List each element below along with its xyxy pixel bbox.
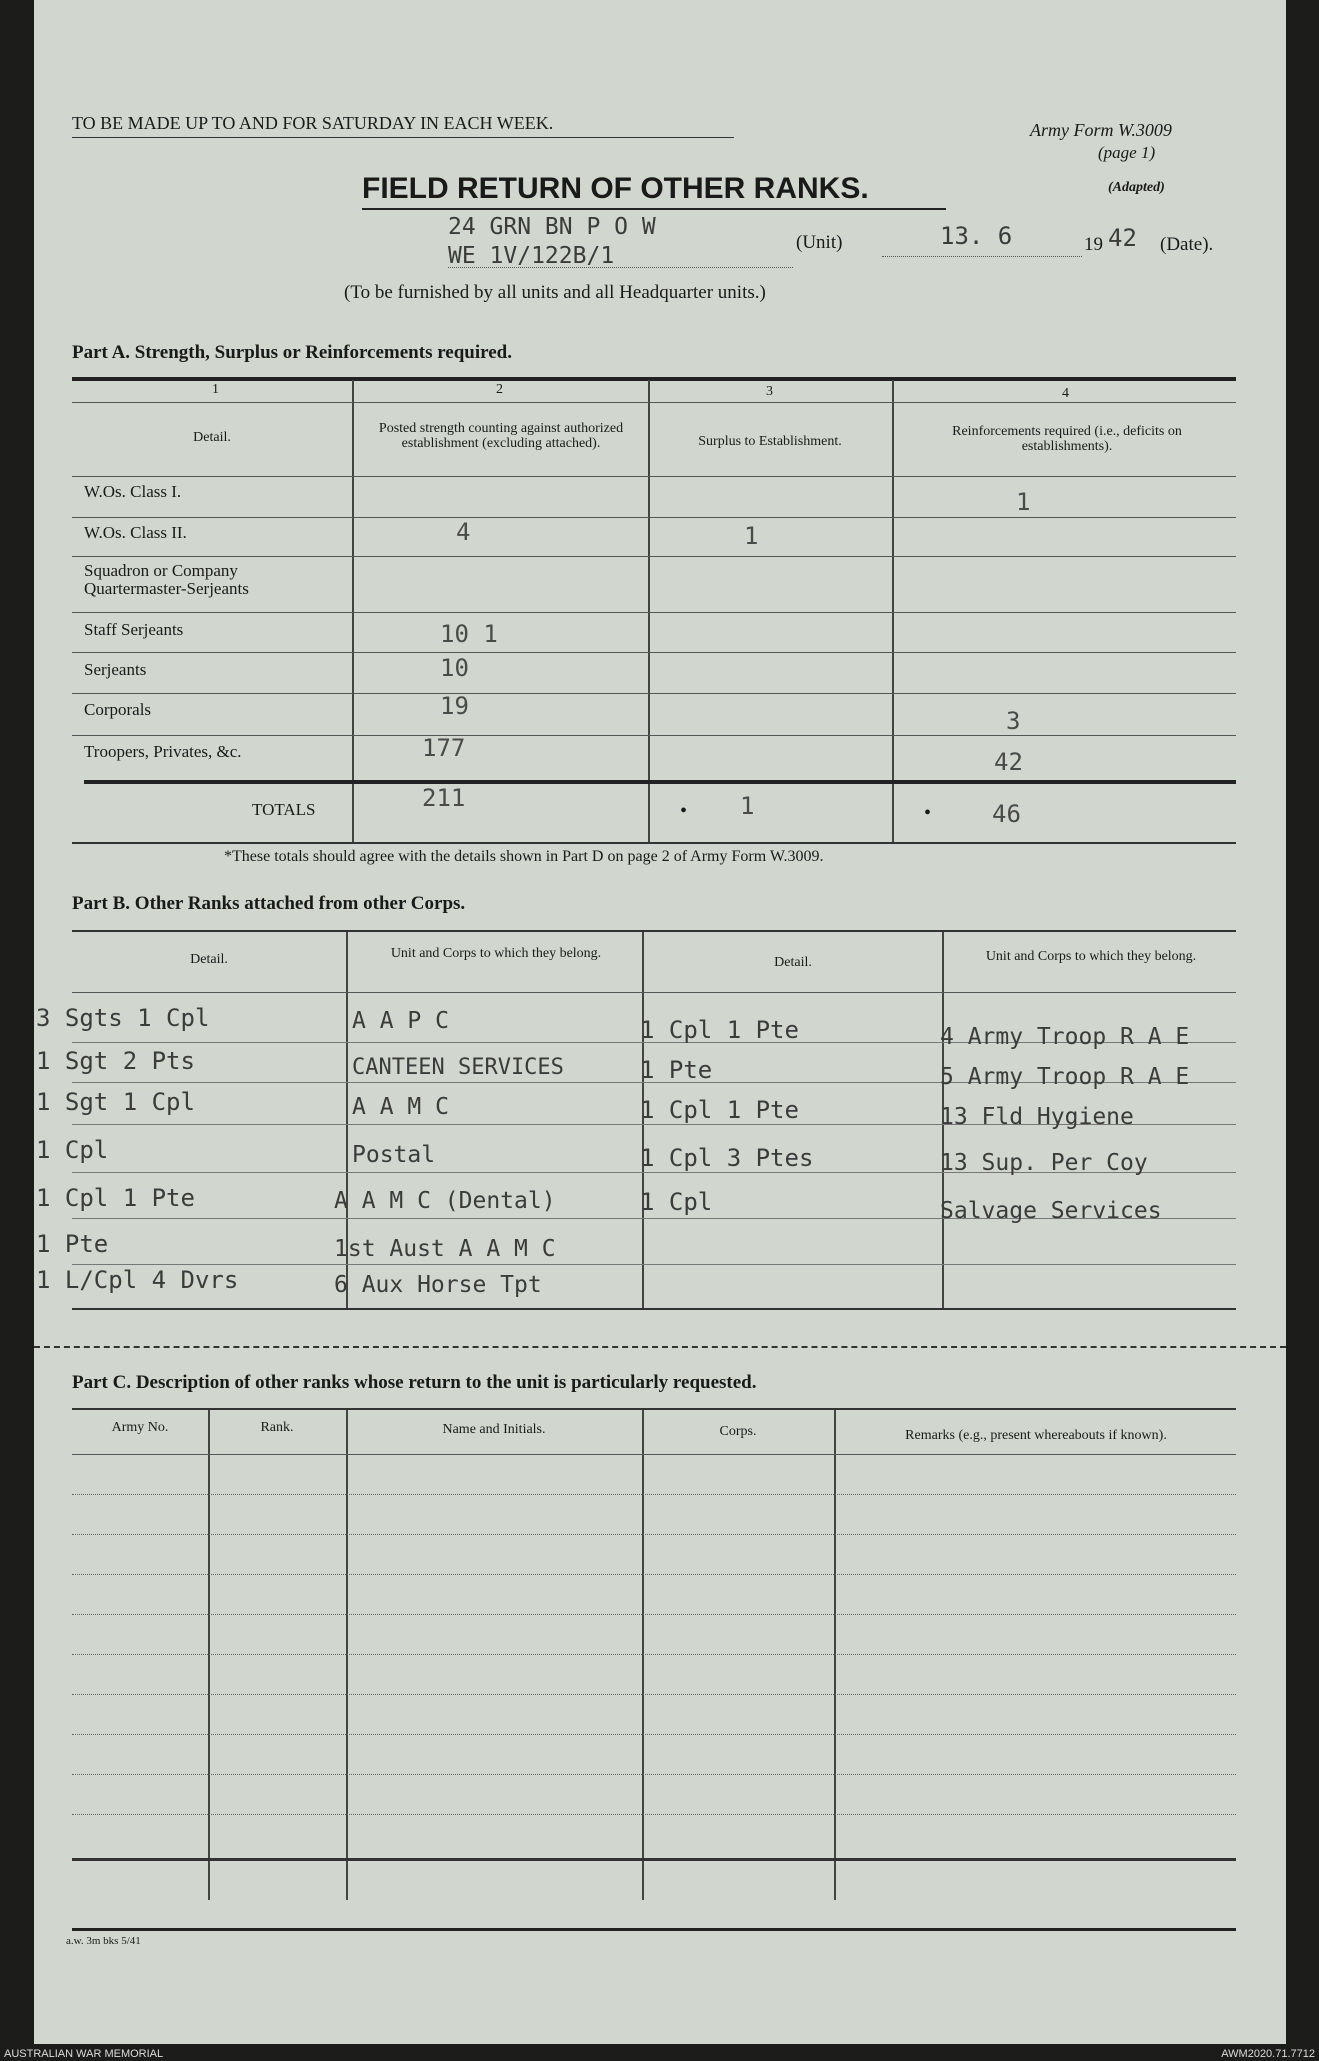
footer-right: AWM2020.71.7712 [1221,2048,1315,2060]
row-surplus: 1 [744,522,759,550]
row-posted: 10 1 [440,620,498,648]
row-reinf: 3 [1006,707,1021,735]
part-c-row-rule [72,1774,1236,1775]
col-header-surplus: Surplus to Establishment. [698,434,842,449]
attached-unit: CANTEEN SERVICES [352,1055,564,1080]
attached-detail: 1 Sgt 1 Cpl [36,1088,195,1116]
part-c-header-rank: Rank. [260,1420,294,1435]
part-b-top-rule [72,930,1236,932]
year-suffix: 42 [1108,224,1137,252]
part-c-row-rule [72,1574,1236,1575]
attached-detail: 1 Cpl 1 Pte [640,1096,799,1124]
part-c-header-army-no: Army No. [111,1420,169,1435]
part-c-header-remarks: Remarks (e.g., present whereabouts if known). [905,1428,1167,1443]
row-rule [72,612,1236,613]
totals-surplus: 1 [740,792,755,820]
part-c-vline-4 [834,1410,836,1900]
row-detail: Troopers, Privates, &c. [84,742,242,761]
row-rule [72,693,1236,694]
unit-label: (Unit) [796,232,843,253]
row-rule [72,517,1236,518]
attached-detail: 1 Cpl [640,1188,713,1216]
totals-label: TOTALS [252,800,316,819]
part-c-bottom-rule [72,1928,1236,1931]
army-form-label: Army Form W.3009 [1030,120,1172,140]
instruction-underline [72,137,734,138]
adapted-label: (Adapted) [1108,180,1165,195]
totals-reinf-bullet: • [924,802,932,824]
attached-unit: 5 Army Troop R A E [940,1064,1190,1090]
part-c-row-rule [72,1654,1236,1655]
part-b-header-detail-right: Detail. [774,955,812,970]
part-a-totals-rule [84,780,1236,784]
part-b-row-rule [72,1264,1236,1265]
part-a-bottom-rule [72,842,1236,844]
row-posted: 10 [440,654,469,682]
part-c-vline-3 [642,1410,644,1900]
attached-unit: A A M C (Dental) [334,1188,556,1214]
part-a-vline-3 [892,380,894,842]
form-title: FIELD RETURN OF OTHER RANKS. [362,172,869,205]
col-num-1: 1 [212,382,219,397]
attached-detail: 1 Cpl 1 Pte [36,1184,195,1212]
attached-detail: 1 Pte [640,1056,713,1084]
attached-unit: A A M C [352,1094,449,1120]
attached-unit: 6 Aux Horse Tpt [334,1272,542,1298]
part-c-row-rule [72,1814,1236,1815]
part-c-header-name: Name and Initials. [442,1422,546,1437]
row-detail: W.Os. Class I. [84,482,182,501]
col-num-2: 2 [496,382,503,397]
attached-unit: 13 Sup. Per Coy [940,1150,1148,1176]
date-value: 13. 6 [940,222,1013,250]
attached-unit: Salvage Services [940,1198,1162,1224]
col-num-4: 4 [1062,386,1069,401]
title-underline [362,208,946,210]
totals-posted: 211 [422,784,466,812]
totals-surplus-bullet: • [680,800,688,822]
part-c-row-rule [72,1534,1236,1535]
part-c-header-corps: Corps. [719,1424,757,1439]
part-b-title: Part B. Other Ranks attached from other Corps. [72,893,466,914]
attached-unit: Postal [352,1142,436,1168]
part-a-vline-1 [352,380,354,842]
attached-unit: A A P C [352,1008,449,1034]
row-rule [72,735,1236,736]
part-b-header-rule [72,992,1236,993]
part-a-title: Part A. Strength, Surplus or Reinforcements required. [72,342,512,363]
col-header-reinforcements: Reinforcements required (i.e., deficits on establishments). [952,424,1182,454]
part-c-header-rule [72,1454,1236,1455]
row-detail: W.Os. Class II. [84,523,187,542]
row-posted: 19 [440,692,469,720]
instruction-text: TO BE MADE UP TO AND FOR SATURDAY IN EACH WEEK. [72,113,554,133]
part-a-vline-2 [648,380,650,842]
date-label: (Date). [1160,234,1214,255]
row-posted: 4 [456,518,471,546]
year-prefix: 19 [1084,234,1103,255]
part-a-header-rule [72,476,1236,477]
print-code: a.w. 3m bks 5/41 [66,1935,141,1947]
part-c-vline-1 [208,1410,210,1900]
footer-left: AUSTRALIAN WAR MEMORIAL [4,2048,164,2060]
row-posted: 177 [422,734,466,762]
part-c-row-rule [72,1694,1236,1695]
attached-unit: 1st Aust A A M C [334,1236,556,1262]
col-header-detail: Detail. [193,430,231,445]
row-detail: Corporals [84,700,152,719]
row-detail [84,562,304,598]
part-a-colnum-rule [72,402,1236,403]
part-c-double-rule [72,1858,1236,1861]
part-b-bottom-rule [72,1308,1236,1310]
attached-detail: 3 Sgts 1 Cpl [36,1004,210,1032]
part-c-row-rule [72,1734,1236,1735]
part-a-top-rule [72,377,1236,381]
part-c-row-rule [72,1494,1236,1495]
attached-detail: 1 L/Cpl 4 Dvrs [36,1266,239,1294]
part-b-header-unit-left: Unit and Corps to which they belong. [390,946,602,961]
col-header-posted: Posted strength counting against authorized establishment (excluding attached). [378,421,624,451]
attached-detail: 1 Cpl [36,1136,109,1164]
attached-detail: 1 Cpl 1 Pte [640,1016,799,1044]
attached-detail: 1 Pte [36,1230,109,1258]
row-detail-text: Squadron or Company Quartermaster-Serjeants [84,561,249,598]
part-c-top-rule [72,1408,1236,1410]
totals-note: *These totals should agree with the details shown in Part D on page 2 of Army Form W.3009. [224,848,824,865]
unit-dotline [448,267,793,268]
page-label: (page 1) [1098,143,1156,162]
attached-detail: 1 Sgt 2 Pts [36,1047,195,1075]
row-rule [72,652,1236,653]
row-reinf: 1 [1016,488,1031,516]
row-rule [72,556,1236,557]
part-c-title: Part C. Description of other ranks whose return to the unit is particularly requested. [72,1372,757,1393]
perforation-line [34,1346,1286,1348]
row-reinf: 42 [994,748,1023,776]
col-num-3: 3 [766,384,773,399]
attached-unit: 4 Army Troop R A E [940,1024,1190,1050]
attached-detail: 1 Cpl 3 Ptes [640,1144,814,1172]
part-c-row-rule [72,1614,1236,1615]
date-dotline [882,256,1082,257]
furnish-note: (To be furnished by all units and all Headquarter units.) [344,282,766,303]
row-detail: Staff Serjeants [84,620,184,639]
unit-line-1: 24 GRN BN P O W [448,214,656,240]
unit-line-2: WE 1V/122B/1 [448,243,615,269]
attached-unit: 13 Fld Hygiene [940,1104,1134,1130]
part-b-header-unit-right: Unit and Corps to which they belong. [985,949,1197,964]
totals-reinf: 46 [992,800,1021,828]
part-b-header-detail-left: Detail. [190,952,228,967]
part-c-vline-2 [346,1410,348,1900]
row-detail: Serjeants [84,660,147,679]
